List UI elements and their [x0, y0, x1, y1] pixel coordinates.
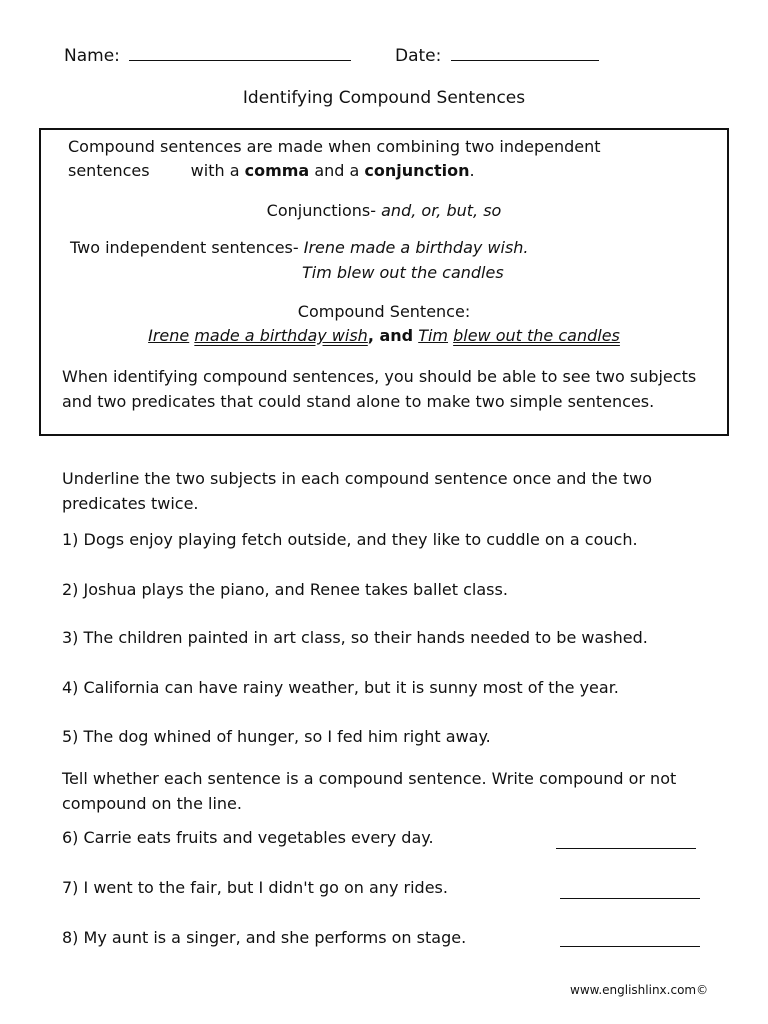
conjunctions-list: and, or, but, so: [381, 201, 502, 220]
example-predicate-1: made a birthday wish: [194, 326, 368, 345]
section1-instruction: Underline the two subjects in each compound sentence once and the two predicates twice.: [62, 469, 653, 513]
name-field: [64, 46, 351, 66]
example-sentence-1: Irene made a birthday wish.: [303, 238, 529, 257]
question-4: 4) California can have rainy weather, but it is sunny most of the year.: [62, 678, 619, 697]
example-predicate-2: blew out the candles: [453, 326, 620, 345]
answer-line-7[interactable]: [560, 898, 700, 899]
intro-and-a: and a: [314, 161, 360, 180]
conjunctions-line: [39, 201, 729, 220]
question-7: 7) I went to the fair, but I didn't go on any rides.: [62, 878, 448, 897]
question-3: 3) The children painted in art class, so their hands needed to be washed.: [62, 628, 648, 647]
example-subject-1: Irene: [148, 326, 190, 345]
page-title: Identifying Compound Sentences: [242, 88, 526, 108]
explanation-text: When identifying compound sentences, you should be able to see two subjects and two predicates that could stand alone to make two simple sentences.: [62, 367, 697, 411]
intro-with-a: with a: [190, 161, 240, 180]
intro-sentences: sentences: [68, 161, 150, 180]
question-6: 6) Carrie eats fruits and vegetables every day.: [62, 828, 434, 847]
question-2: 2) Joshua plays the piano, and Renee takes ballet class.: [62, 580, 508, 599]
intro-comma: comma: [244, 161, 310, 180]
name-label: Name:: [64, 46, 120, 66]
question-8: 8) My aunt is a singer, and she performs on stage.: [62, 928, 467, 947]
date-blank[interactable]: [451, 46, 599, 61]
date-label: Date:: [395, 46, 442, 66]
intro-line-2: [68, 161, 475, 180]
two-sentences-label: Two independent sentences-: [70, 238, 299, 257]
example-joiner: , and: [367, 326, 414, 345]
question-5: 5) The dog whined of hunger, so I fed him right away.: [62, 727, 491, 746]
example-sentence-2: Tim blew out the candles: [302, 263, 504, 282]
intro-conjunction: conjunction: [364, 161, 470, 180]
answer-line-8[interactable]: [560, 946, 700, 947]
intro-period: .: [469, 161, 475, 180]
date-field: [395, 46, 599, 66]
name-blank[interactable]: [129, 46, 351, 61]
compound-label: Compound Sentence:: [297, 302, 471, 321]
example-subject-2: Tim: [418, 326, 449, 345]
footer-url: www.englishlinx.com©: [570, 983, 709, 997]
conjunctions-label: Conjunctions-: [266, 201, 377, 220]
intro-line-1: Compound sentences are made when combining two independent: [68, 137, 601, 156]
compound-example: [39, 326, 729, 345]
answer-line-6[interactable]: [556, 848, 696, 849]
two-sentences-line: [70, 238, 529, 257]
section2-instruction: Tell whether each sentence is a compound sentence. Write compound or not compound on the line.: [62, 769, 677, 813]
question-1: 1) Dogs enjoy playing fetch outside, and they like to cuddle on a couch.: [62, 530, 638, 549]
